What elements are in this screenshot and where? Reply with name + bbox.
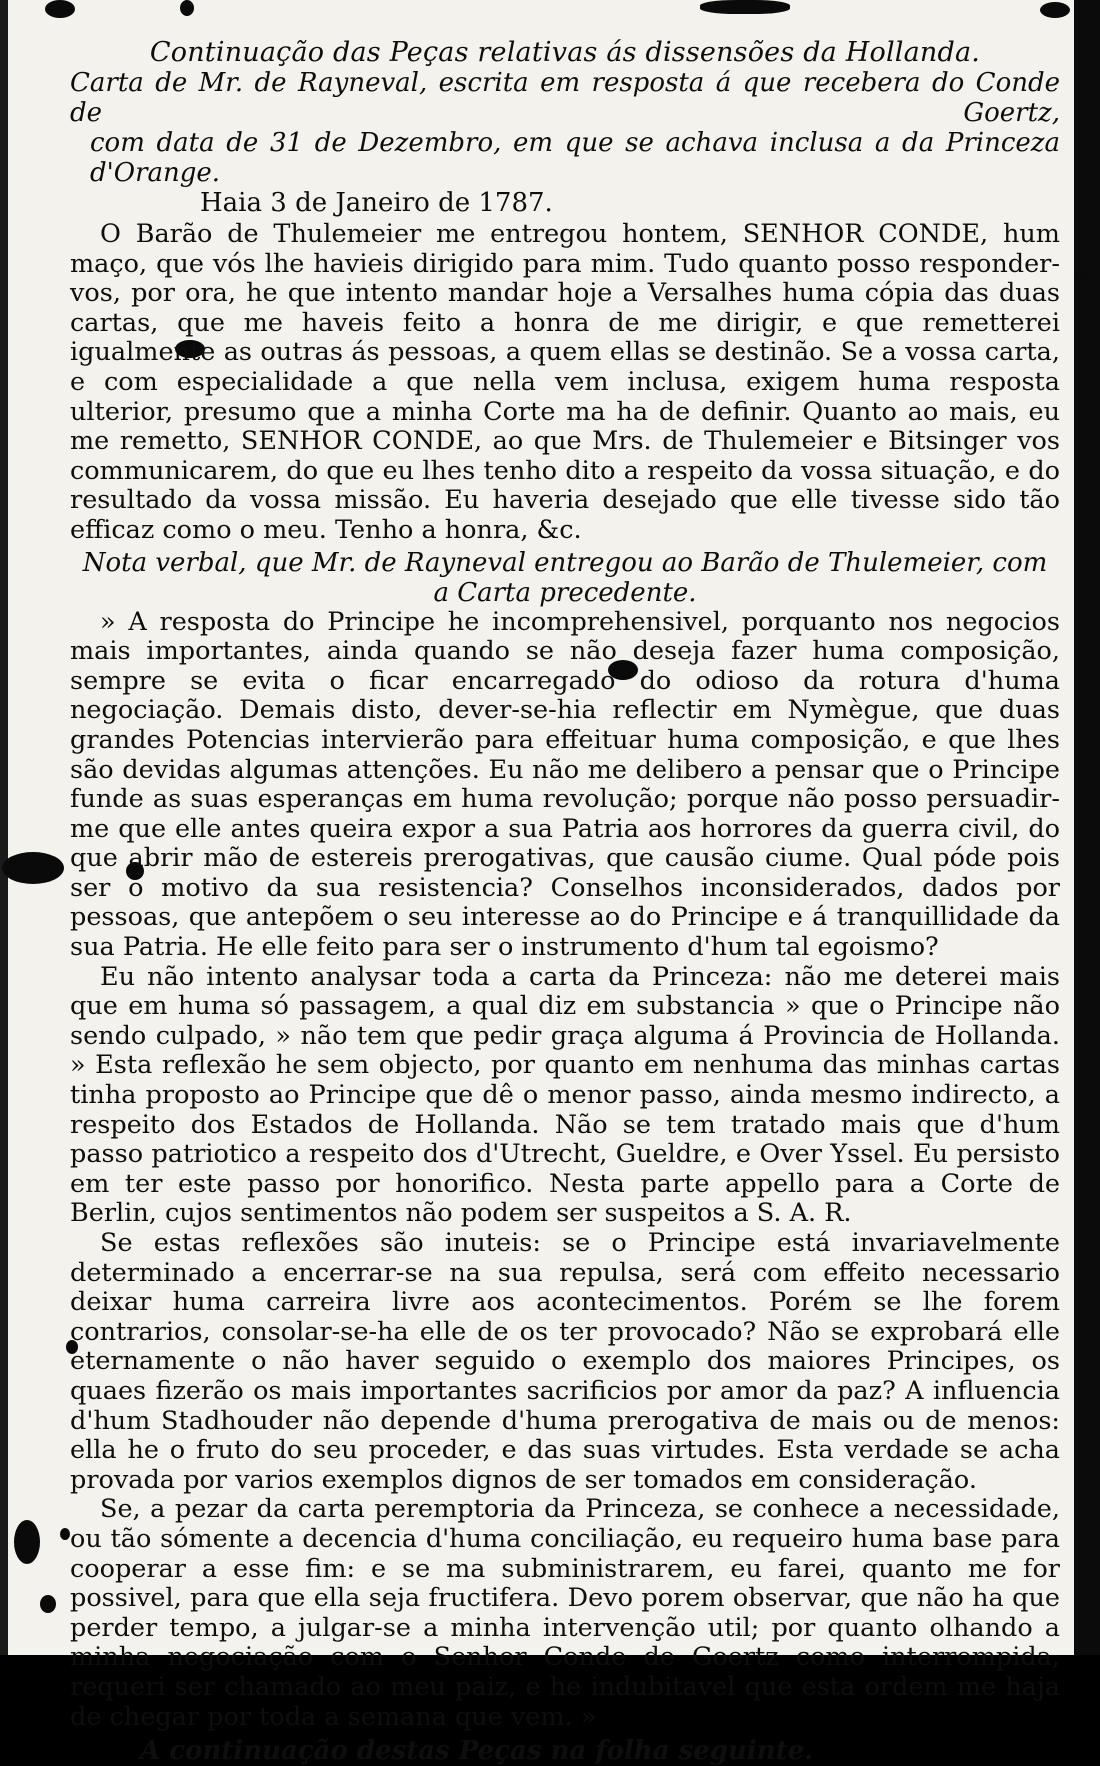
ink-blot <box>45 0 75 18</box>
ink-blot <box>700 0 790 14</box>
ink-blot <box>1075 270 1087 284</box>
nota-paragraph-3: Se estas reflexões são inuteis: se o Principe está invariavelmente determinado a encerrar-se na sua repulsa, será com effeito necessario deixar huma carreira livre aos acontecimentos. Porém se lhe forem contrarios, consolar-se-ha elle de os ter provocado? Não se exprobará elle eternamente o não haver seguido o exemplo dos maiores Principes, os quaes fizerão os mais importantes sacrificios por amor da paz? A influencia d'hum Stadhouder não depende d'huma prerogativa de mais ou de menos: ella he o fruto do seu proceder, e das suas virtudes. Esta verdade se acha provada por varios exemplos dignos de ser tomados em consideração. <box>70 1228 1060 1495</box>
page-left-edge <box>0 0 8 1655</box>
letter-heading-line-1: Carta de Mr. de Rayneval, escrita em resposta á que recebera do Conde de Goertz, <box>70 68 1060 128</box>
ink-blot <box>60 1528 70 1540</box>
letter-heading-line-2: com data de 31 de Dezembro, em que se achava inclusa a da Princeza d'Orange. <box>90 128 1060 188</box>
nota-paragraph-2: Eu não intento analysar toda a carta da Princeza: não me deterei mais que em huma só passagem, a qual diz em substancia » que o Principe não sendo culpado, » não tem que pedir graça alguma á Provincia de Hollanda. » Esta reflexão he sem objecto, por quanto em nenhuma das minhas cartas tinha proposto ao Principe que dê o menor passo, ainda mesmo indirecto, a respeito dos Estados de Hollanda. Não se tem tratado mais que d'hum passo patriotico a respeito dos d'Utrecht, Gueldre, e Over Yssel. Eu persisto em ter este passo por honorifico. Nesta parte appello para a Corte de Berlin, cujos sentimentos não podem ser suspeitos a S. A. R. <box>70 961 1060 1229</box>
letter-date: Haia 3 de Janeiro de 1787. <box>200 188 553 218</box>
letter-paragraph: O Barão de Thulemeier me entregou hontem, SENHOR CONDE, hum maço, que vós lhe havieis dirigido para mim. Tudo quanto posso responder-vos, por ora, he que intento mandar hoje a Versalhes huma cópia das duas cartas, que me haveis feito a honra de me dirigir, e que remetterei igualmente as outras ás pessoas, a quem ellas se destinão. Se a vossa carta, e com especialidade a que nella vem inclusa, exigem huma resposta ulterior, presumo que a minha Corte ma ha de definir. Quanto ao mais, eu me remetto, SENHOR CONDE, ao que Mrs. de Thulemeier e Bitsinger vos communicarem, do que eu lhes tenho dito a respeito da vossa situação, e do resultado da vossa missão. Eu haveria desejado que elle tivesse sido tão efficaz como o meu. Tenho a honra, &c. <box>70 219 1060 545</box>
nota-paragraph-4: Se, a pezar da carta peremptoria da Princeza, se conhece a necessidade, ou tão sómente a decencia d'huma conciliação, eu requeiro huma base para cooperar a esse fim: e se ma subministrarem, eu farei, quanto me for possivel, para que ella seja fructifera. Devo porem observar, que não ha que perder tempo, a julgar-se a minha intervenção util; por quanto olhando a minha negociação com o Senhor Conde de Goertz como interrompida, requeri ser chamado ao meu paiz, e he indubitavel que esta ordem me haja de chegar por toda a semana que vem. » <box>70 1494 1060 1732</box>
nota-paragraph-1: » A resposta do Principe he incomprehensivel, porquanto nos negocios mais importantes, ainda quando se não deseja fazer huma composição, sempre se evita o ficar encarregado do odioso da rotura d'huma negociação. Demais disto, dever-se-hia reflectir em Nymègue, que duas grandes Potencias intervierão para effeituar huma composição, e que lhes são devidas algumas attenções. Eu não me delibero a pensar que o Principe funde as suas esperanças em huma revolução; porque não posso persuadir-me que elle antes queira expor a sua Patria aos horrores da guerra civil, do que abrir mão de estereis prerogativas, que causão ciume. Qual póde pois ser o motivo da sua resistencia? Conselhos inconsiderados, dados por pessoas, que antepõem o seu interesse ao do Principe e á tranquillidade da sua Patria. He elle feito para ser o instrumento d'hum tal egoismo? <box>70 606 1060 963</box>
document-title: Continuação das Peças relativas ás dissensões da Hollanda. <box>149 37 981 68</box>
document-body <box>70 38 1060 1766</box>
ink-blot <box>2 852 64 884</box>
nota-heading-line-1: Nota verbal, que Mr. de Rayneval entregou ao Barão de Thulemeier, com <box>82 547 1048 578</box>
ink-blot <box>180 0 194 16</box>
ink-blot <box>40 1595 56 1613</box>
continuation-note: A continuação destas Peças na folha seguinte. <box>140 1736 814 1766</box>
ink-blot <box>1040 2 1070 18</box>
ink-blot <box>14 1520 40 1564</box>
nota-heading-line-2: a Carta precedente. <box>433 577 697 608</box>
page-right-edge <box>1074 0 1100 1655</box>
